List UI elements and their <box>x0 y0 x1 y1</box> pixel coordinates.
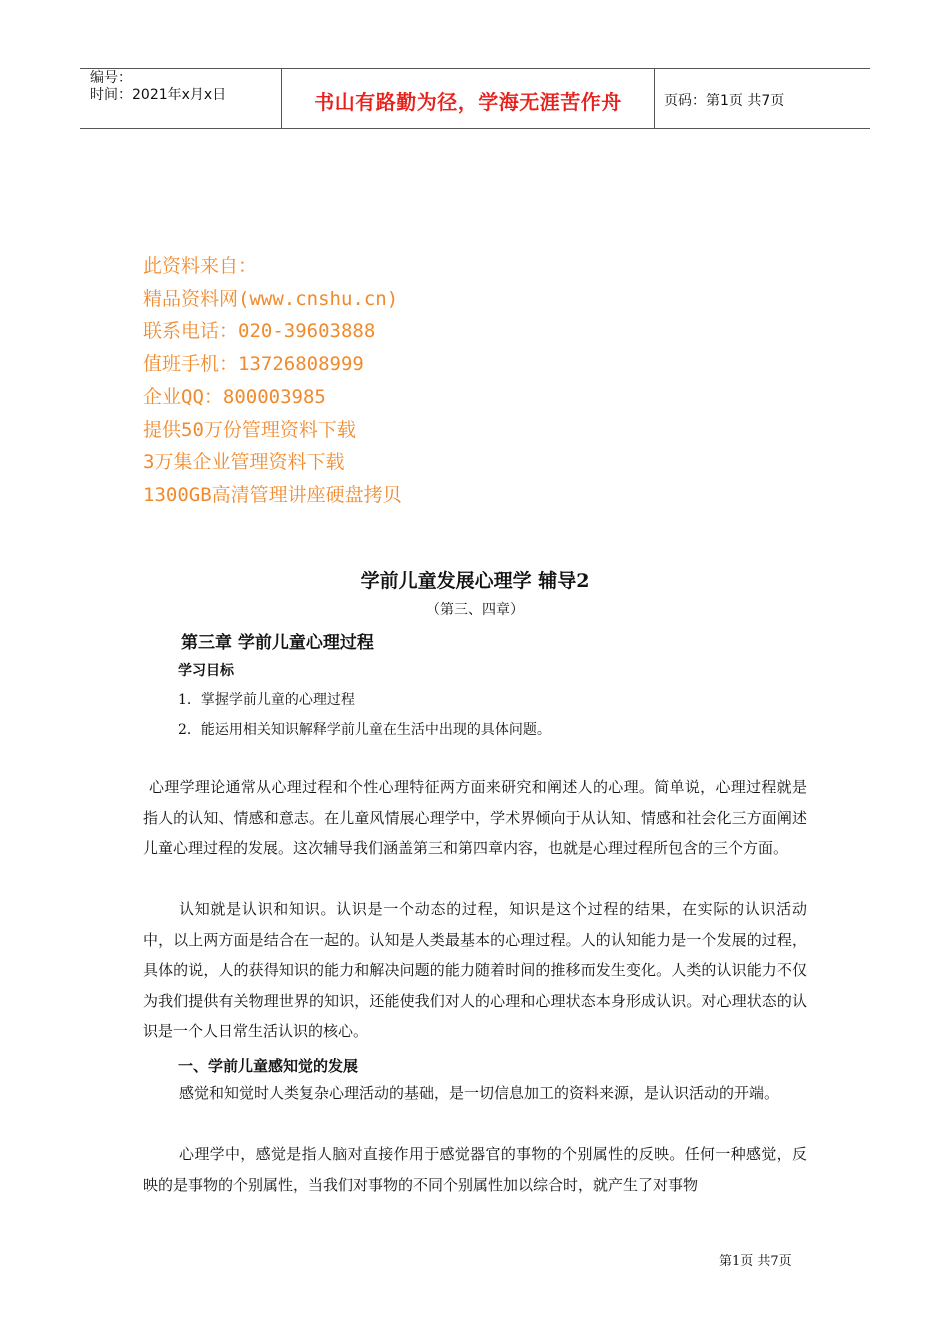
promo-line: 企业QQ：800003985 <box>143 385 326 408</box>
chapter-heading: 第三章 学前儿童心理过程 <box>181 633 374 653</box>
paragraph: 感觉和知觉时人类复杂心理活动的基础，是一切信息加工的资料来源，是认识活动的开端。 <box>179 1084 780 1102</box>
header-meta <box>90 70 226 104</box>
document-title: 学前儿童发展心理学 辅导2 <box>360 570 590 592</box>
promo-line: 此资料来自： <box>143 255 258 277</box>
paragraph: 心理学理论通常从心理过程和个性心理特征两方面来研究和阐述人的心理。简单说，心理过程就是指人的认知、情感和意志。在儿童风情展心理学中，学术界倾向于从认知、情感和社会化三方面阐述儿童心理过程的发展。这次辅导我们涵盖第三和第四章内容，也就是心理过程所包含的三个方面。 <box>143 778 807 857</box>
promo-line: 1300GB高清管理讲座硬盘拷贝 <box>143 483 402 506</box>
header-motto: 书山有路勤为径，学海无涯苦作舟 <box>314 90 622 114</box>
promo-line: 值班手机：13726808999 <box>143 353 364 376</box>
promo-line: 联系电话：020-39603888 <box>143 320 376 343</box>
paragraph: 心理学中，感觉是指人脑对直接作用于感觉器官的事物的个别属性的反映。任何一种感觉，反映的是事物的个别属性，当我们对事物的不同个别属性加以综合时，就产生了对事物 <box>143 1145 807 1194</box>
promo-line: 精品资料网(www.cnshu.cn) <box>143 287 399 310</box>
promo-line: 3万集企业管理资料下载 <box>143 451 345 474</box>
goals-heading: 学习目标 <box>178 663 234 679</box>
time-label: 时间：2021年x月x日 <box>90 87 227 103</box>
promo-line: 提供50万份管理资料下载 <box>143 418 356 441</box>
goal-item: 2．能运用相关知识解释学前儿童在生活中出现的具体问题。 <box>178 722 551 738</box>
header-bottom-rule <box>80 128 870 129</box>
header-divider <box>654 68 655 128</box>
header-page-info: 页码：第1页 共7页 <box>664 93 785 109</box>
paragraph: 认知就是认识和知识。认识是一个动态的过程，知识是这个过程的结果，在实际的认识活动中，以上两方面是结合在一起的。认知是人类最基本的心理过程。人的认知能力是一个发展的过程，具体的说，人的获得知识的能力和解决问题的能力随着时间的推移而发生变化。人类的认识能力不仅为我们提供有关物理世界的知识，还能使我们对人的心理和心理状态本身形成认识。对心理状态的认识是一个人日常生活认识的核心。 <box>143 900 807 1040</box>
document-subtitle: （第三、四章） <box>426 602 524 618</box>
promo-block <box>143 250 402 512</box>
goal-item: 1．掌握学前儿童的心理过程 <box>178 692 355 708</box>
header-top-rule <box>80 68 870 69</box>
section-heading: 一、学前儿童感知觉的发展 <box>178 1057 359 1075</box>
number-label: 编号： <box>90 70 132 86</box>
footer-page-number: 第1页 共7页 <box>719 1254 792 1269</box>
